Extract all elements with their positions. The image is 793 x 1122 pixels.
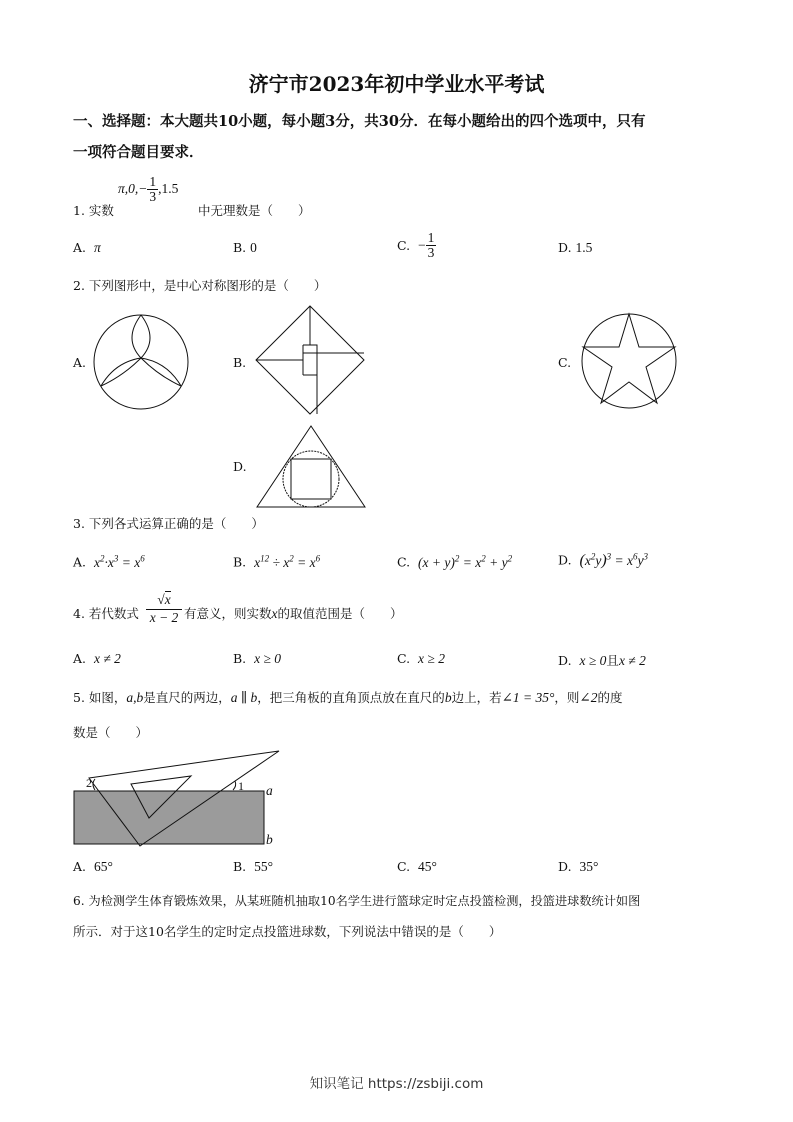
q1-option-a[interactable]: A. π <box>73 240 101 255</box>
q5-option-d[interactable]: D. 35° <box>558 859 599 874</box>
q4-option-a[interactable]: A. x ≠ 2 <box>73 651 121 666</box>
q3-text: 3. 下列各式运算正确的是（ ） <box>73 516 264 531</box>
q3-option-d[interactable]: D. $(x^2y)^3 = x^6y^3$ <box>558 551 649 569</box>
q4-option-b[interactable]: B. x ≥ 0 <box>233 651 282 666</box>
q5-option-a[interactable]: A. 65° <box>73 859 113 874</box>
q2-option-a-label[interactable]: A. <box>73 355 87 370</box>
q2-option-c-label[interactable]: C. <box>558 355 572 370</box>
q4-suffix: 有意义，则实数x的取值范围是（ ） <box>184 606 403 621</box>
page-title: 济宁市2023年初中学业水平考试 <box>248 72 545 96</box>
q4-option-d[interactable]: D. x ≥ 0且x ≠ 2 <box>558 653 646 668</box>
q3-option-b[interactable]: B. $x^{12} \div x^2 = x^6$ <box>233 553 321 570</box>
q2-figure-c-star-circle[interactable] <box>581 313 677 409</box>
q1-option-c[interactable]: C. − $\frac{1}{3}$ <box>397 230 435 261</box>
q5-label-a: a <box>266 783 273 798</box>
q6-line1: 6. 为检测学生体育锻炼效果，从某班随机抽取10名学生进行篮球定时定点投篮检测，投篮进球数统计如图 <box>73 894 641 908</box>
q5-line2: 数是（ ） <box>73 725 149 740</box>
q1-option-b[interactable]: B. 0 <box>233 240 257 255</box>
q1-nums-end: ,1.5 <box>158 180 179 196</box>
section-header-line1: 一、选择题：本大题共10小题，每小题3分，共30分．在每小题给出的四个选项中，只有 <box>73 113 646 130</box>
q2-option-d-label[interactable]: D. <box>233 459 247 474</box>
q2-figure-d-triangle[interactable] <box>256 425 366 509</box>
q1-prefix: 1. 实数 <box>73 203 114 218</box>
q1-suffix: 中无理数是（ ） <box>198 203 311 218</box>
q6-line2: 所示．对于这10名学生的定时定点投篮进球数，下列说法中错误的是（ ） <box>73 924 502 939</box>
q5-label-b: b <box>266 832 273 847</box>
q4-option-c[interactable]: C. x ≥ 2 <box>397 651 445 666</box>
q1-option-d[interactable]: D. 1.5 <box>558 240 593 255</box>
q2-figure-b-square-pinwheel[interactable] <box>255 305 365 415</box>
q3-option-c[interactable]: C. $(x + y)^2 = x^2 + y^2$ <box>397 553 513 570</box>
q1-nums: π,0,− <box>118 180 148 196</box>
q5-ruler-triangle-figure <box>73 748 288 850</box>
q4-fraction: √x x − 2 <box>146 592 182 626</box>
q2-option-b-label[interactable]: B. <box>233 355 247 370</box>
q3-option-a[interactable]: A. $x^2\cdot x^3 = x^6$ <box>73 553 145 570</box>
footer-watermark: 知识笔记 https://zsbiji.com <box>309 1076 484 1092</box>
q5-label-angle2: 2 <box>86 776 92 790</box>
q5-option-c[interactable]: C. 45° <box>397 859 437 874</box>
q5-option-b[interactable]: B. 55° <box>233 859 274 874</box>
q2-figure-a-circle-arcs[interactable] <box>93 314 189 410</box>
q1-fraction: $\frac{1}{3}$ <box>149 174 157 205</box>
q1-numbers <box>118 175 178 204</box>
q2-text: 2. 下列图形中，是中心对称图形的是（ ） <box>73 278 327 293</box>
q4-prefix: 4. 若代数式 <box>73 606 139 621</box>
q5-label-angle1: 1 <box>238 779 244 793</box>
q5-line1: 5. 如图，a,b是直尺的两边，a ∥ b，把三角板的直角顶点放在直尺的b边上，若∠1 = 35°，则∠2的度 <box>73 690 623 705</box>
section-header-line2: 一项符合题目要求． <box>73 144 204 161</box>
